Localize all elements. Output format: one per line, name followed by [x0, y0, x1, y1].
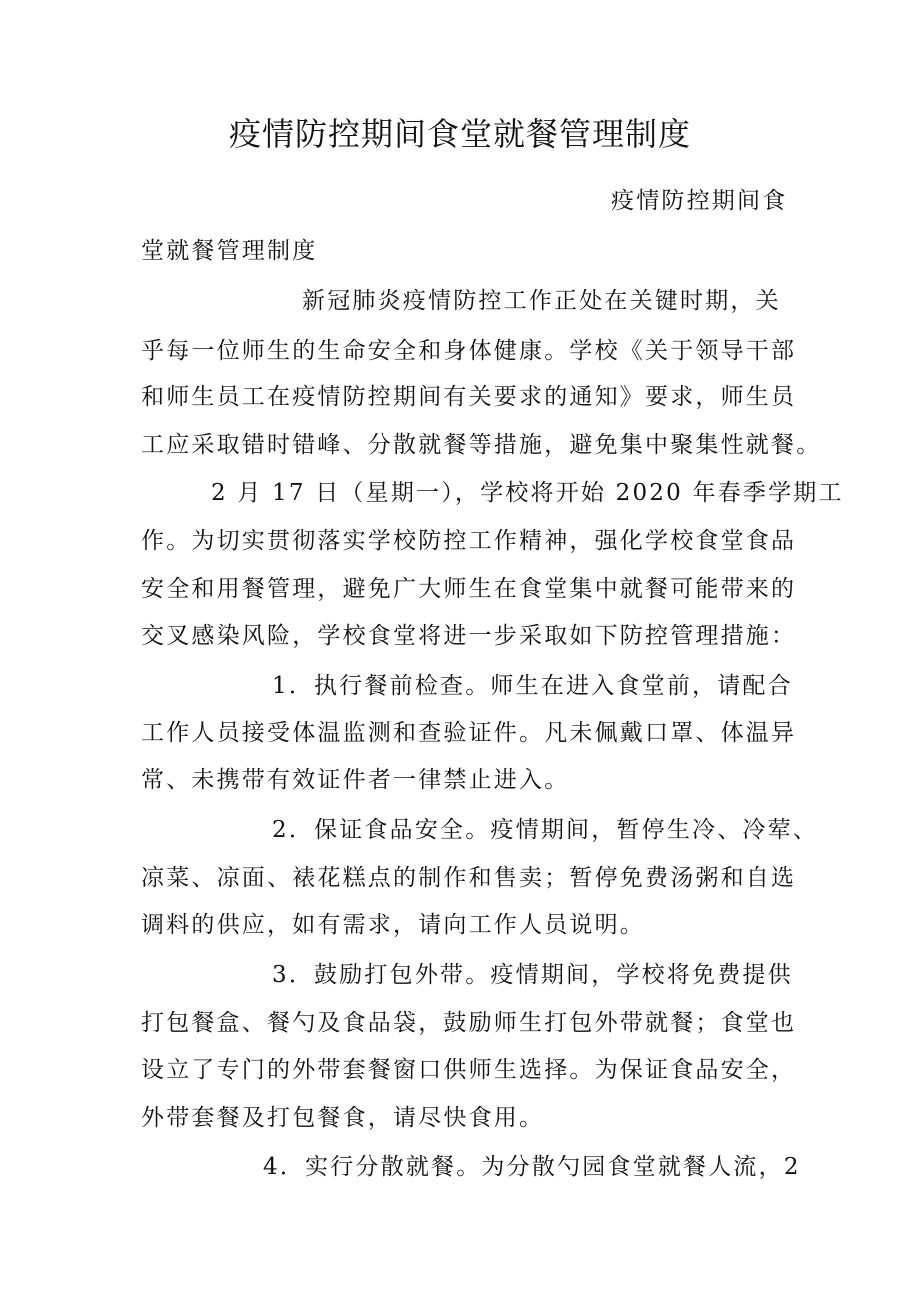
paragraph-2-line-2: 作。为切实贯彻落实学校防控工作精神，强化学校食堂食品 — [141, 528, 797, 554]
paragraph-1-line-3: 和师生员工在疫情防控期间有关要求的通知》要求，师生员 — [141, 384, 797, 410]
paragraph-2-line-4: 交叉感染风险，学校食堂将进一步采取如下防控管理措施： — [141, 623, 797, 649]
paragraph-2-line-3: 安全和用餐管理，避免广大师生在食堂集中就餐可能带来的 — [141, 576, 797, 602]
subtitle-line-1: 疫情防控期间食 — [611, 188, 788, 214]
paragraph-5-line-1: 3．鼓励打包外带。疫情期间，学校将免费提供 — [272, 962, 793, 988]
paragraph-5-line-2: 打包餐盒、餐勺及食品袋，鼓励师生打包外带就餐；食堂也 — [141, 1010, 797, 1036]
document-title: 疫情防控期间食堂就餐管理制度 — [228, 115, 691, 153]
paragraph-6-line-1: 4．实行分散就餐。为分散勺园食堂就餐人流，2 — [263, 1154, 801, 1180]
paragraph-1-line-1: 新冠肺炎疫情防控工作正处在关键时期，关 — [302, 288, 781, 314]
paragraph-5-line-3: 设立了专门的外带套餐窗口供师生选择。为保证食品安全， — [141, 1057, 797, 1083]
paragraph-3-line-2: 工作人员接受体温监测和查验证件。凡未佩戴口罩、体温异 — [141, 720, 797, 746]
paragraph-4-line-2: 凉菜、凉面、裱花糕点的制作和售卖；暂停免费汤粥和自选 — [141, 865, 797, 891]
paragraph-4-line-3: 调料的供应，如有需求，请向工作人员说明。 — [141, 912, 645, 938]
paragraph-4-line-1: 2．保证食品安全。疫情期间，暂停生冷、冷荤、 — [272, 817, 819, 843]
paragraph-1-line-4: 工应采取错时错峰、分散就餐等措施，避免集中聚集性就餐。 — [141, 432, 822, 458]
paragraph-1-line-2: 乎每一位师生的生命安全和身体健康。学校《关于领导干部 — [141, 338, 797, 364]
paragraph-2-line-1: 2 月 17 日（星期一），学校将开始 2020 年春季学期工 — [211, 480, 844, 506]
subtitle-line-2: 堂就餐管理制度 — [141, 238, 318, 264]
paragraph-3-line-1: 1．执行餐前检查。师生在进入食堂前，请配合 — [272, 673, 793, 699]
paragraph-5-line-4: 外带套餐及打包餐食，请尽快食用。 — [141, 1105, 545, 1131]
paragraph-3-line-3: 常、未携带有效证件者一律禁止进入。 — [141, 767, 570, 793]
